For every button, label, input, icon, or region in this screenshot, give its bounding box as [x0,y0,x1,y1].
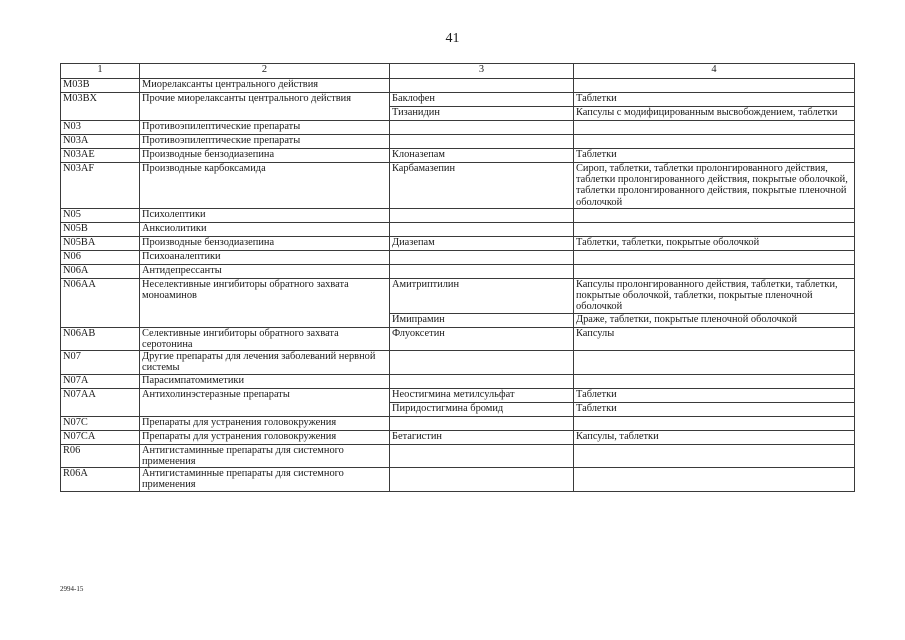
atc-code-cell: N05 [61,208,140,222]
drug-name-cell: Диазепам [390,236,574,250]
atc-code-cell: N06AA [61,278,140,327]
drug-name-cell: Баклофен [390,93,574,107]
group-name-cell: Другие препараты для лечения заболеваний нервной системы [140,351,390,374]
drug-name-cell [390,468,574,491]
drug-name-cell: Имипрамин [390,313,574,327]
atc-code-cell: N03AE [61,149,140,163]
drug-name-cell: Пиридостигмина бромид [390,402,574,416]
drug-name-cell: Неостигмина метилсульфат [390,388,574,402]
table-row [61,79,855,93]
table-row [61,222,855,236]
drug-name-cell [390,444,574,467]
dosage-form-cell [574,250,855,264]
drug-name-cell [390,250,574,264]
dosage-form-cell [574,444,855,467]
atc-code-cell: N07 [61,351,140,374]
dosage-form-cell [574,79,855,93]
group-name-cell: Препараты для устранения головокружения [140,430,390,444]
table-row [61,416,855,430]
atc-code-cell: N05BA [61,236,140,250]
dosage-form-cell: Таблетки [574,388,855,402]
atc-code-cell: N03A [61,135,140,149]
dosage-form-cell: Таблетки [574,93,855,107]
group-name-cell: Препараты для устранения головокружения [140,416,390,430]
page-number: 41 [445,31,460,46]
drug-name-cell [390,121,574,135]
table-row [61,327,855,350]
table-row [61,250,855,264]
table-row [61,468,855,491]
drug-name-cell [390,79,574,93]
atc-code-cell: N06A [61,264,140,278]
dosage-form-cell: Таблетки [574,149,855,163]
group-name-cell: Производные бензодиазепина [140,236,390,250]
group-name-cell: Антихолинэстеразные препараты [140,388,390,416]
dosage-form-cell [574,374,855,388]
group-name-cell: Антигистаминные препараты для системного применения [140,444,390,467]
atc-code-cell: N03 [61,121,140,135]
table-row [61,351,855,374]
drug-registry-table [60,63,855,492]
table-row [61,444,855,467]
drug-name-cell: Клоназепам [390,149,574,163]
dosage-form-cell [574,264,855,278]
group-name-cell: Анксиолитики [140,222,390,236]
table-row [61,93,855,107]
table-row [61,278,855,313]
table-row [61,374,855,388]
table-row [61,135,855,149]
atc-code-cell: M03BX [61,93,140,121]
dosage-form-cell [574,135,855,149]
table-row [61,388,855,402]
table-row [61,264,855,278]
drug-name-cell: Бетагистин [390,430,574,444]
group-name-cell: Психолептики [140,208,390,222]
drug-name-cell [390,374,574,388]
dosage-form-cell: Капсулы пролонгированного действия, таблетки, таблетки, покрытые оболочкой, таблетки, покрытые пленочной оболочкой [574,278,855,313]
group-name-cell: Парасимпатомиметики [140,374,390,388]
atc-code-cell: N03AF [61,163,140,209]
header-col-3: 3 [390,64,574,79]
group-name-cell: Производные карбоксамида [140,163,390,209]
dosage-form-cell [574,222,855,236]
header-col-2: 2 [140,64,390,79]
group-name-cell: Противоэпилептические препараты [140,121,390,135]
header-col-1: 1 [61,64,140,79]
dosage-form-cell: Капсулы, таблетки [574,430,855,444]
drug-name-cell [390,208,574,222]
drug-name-cell [390,264,574,278]
drug-name-cell [390,222,574,236]
drug-name-cell: Амитриптилин [390,278,574,313]
table-row [61,163,855,209]
drug-name-cell [390,416,574,430]
table-row [61,208,855,222]
table-row [61,121,855,135]
dosage-form-cell [574,351,855,374]
atc-code-cell: N05B [61,222,140,236]
dosage-form-cell [574,416,855,430]
group-name-cell: Производные бензодиазепина [140,149,390,163]
header-row [61,64,855,79]
header-col-4: 4 [574,64,855,79]
atc-code-cell: R06 [61,444,140,467]
atc-code-cell: N07CA [61,430,140,444]
group-name-cell: Прочие миорелаксанты центрального действия [140,93,390,121]
table-row [61,149,855,163]
table-body [61,79,855,492]
group-name-cell: Психоаналептики [140,250,390,264]
dosage-form-cell: Сироп, таблетки, таблетки пролонгированного действия, таблетки пролонгированного действия, покрытые оболочкой, таблетки пролонгированного действия, покрытые пленочной оболочкой [574,163,855,209]
atc-code-cell: N06AB [61,327,140,350]
group-name-cell: Антигистаминные препараты для системного применения [140,468,390,491]
drug-name-cell: Карбамазепин [390,163,574,209]
dosage-form-cell: Таблетки [574,402,855,416]
group-name-cell: Противоэпилептические препараты [140,135,390,149]
drug-name-cell [390,135,574,149]
dosage-form-cell: Таблетки, таблетки, покрытые оболочкой [574,236,855,250]
table-row [61,236,855,250]
dosage-form-cell: Капсулы с модифицированным высвобождением, таблетки [574,107,855,121]
group-name-cell: Селективные ингибиторы обратного захвата серотонина [140,327,390,350]
drug-name-cell: Флуоксетин [390,327,574,350]
table-row [61,430,855,444]
atc-code-cell: N06 [61,250,140,264]
group-name-cell: Миорелаксанты центрального действия [140,79,390,93]
dosage-form-cell [574,208,855,222]
dosage-form-cell [574,468,855,491]
dosage-form-cell: Драже, таблетки, покрытые пленочной оболочкой [574,313,855,327]
atc-code-cell: N07A [61,374,140,388]
atc-code-cell: R06A [61,468,140,491]
dosage-form-cell [574,121,855,135]
document-code: 2994-15 [60,585,84,593]
atc-code-cell: N07AA [61,388,140,416]
dosage-form-cell: Капсулы [574,327,855,350]
group-name-cell: Неселективные ингибиторы обратного захвата моноаминов [140,278,390,327]
drug-name-cell: Тизанидин [390,107,574,121]
group-name-cell: Антидепрессанты [140,264,390,278]
atc-code-cell: N07C [61,416,140,430]
drug-name-cell [390,351,574,374]
atc-code-cell: M03B [61,79,140,93]
